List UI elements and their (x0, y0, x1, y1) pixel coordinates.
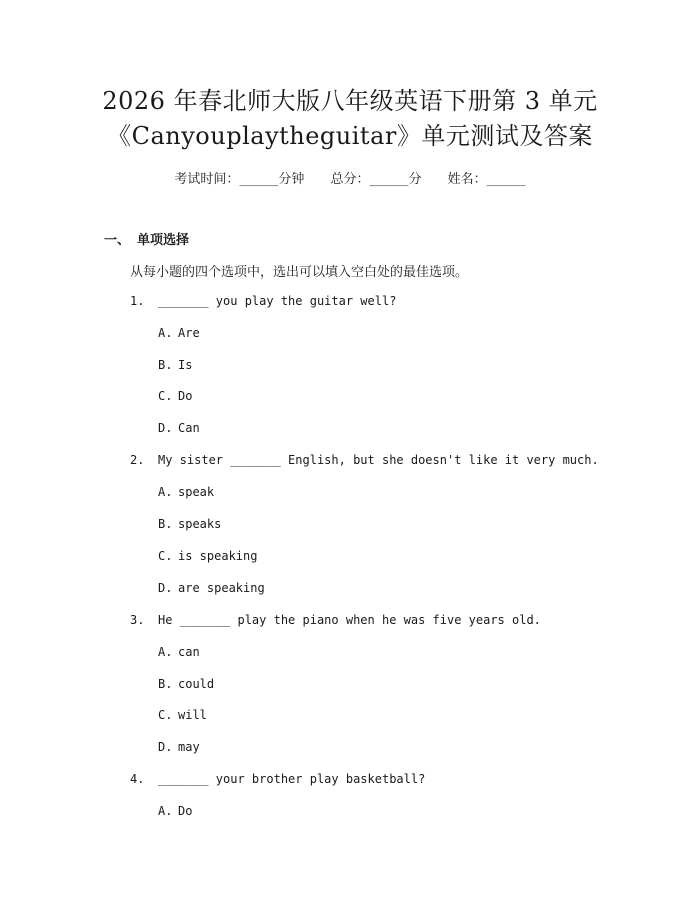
question-number: 4. (130, 772, 145, 786)
option-3c (158, 708, 207, 722)
option-1d (158, 421, 200, 435)
option-letter: C. (158, 389, 173, 403)
option-text: is speaking (178, 549, 258, 563)
document-title-line-1: 2026 年春北师大版八年级英语下册第 3 单元 (102, 87, 598, 115)
question-text: My sister _______ English, but she doesn't like it very much. (158, 453, 599, 467)
section-title: 单项选择 (137, 233, 190, 248)
option-letter: A. (158, 485, 173, 499)
option-1a (158, 326, 200, 340)
option-2a (158, 485, 214, 499)
option-letter: A. (158, 326, 173, 340)
option-letter: D. (158, 740, 173, 754)
option-letter: D. (158, 581, 173, 595)
section-number: 一、 (104, 233, 131, 248)
option-letter: B. (158, 517, 173, 531)
option-text: will (178, 708, 207, 722)
option-2b (158, 517, 221, 531)
option-text: Do (178, 389, 193, 403)
question-text: _______ your brother play basketball? (158, 772, 426, 786)
exam-time-field: 考试时间：______分钟 (174, 172, 305, 187)
option-2c (158, 549, 257, 563)
question-text: _______ you play the guitar well? (158, 294, 397, 308)
option-3b (158, 677, 214, 691)
student-name-field: 姓名：______ (447, 172, 526, 187)
option-letter: B. (158, 358, 173, 372)
question-text: He _______ play the piano when he was five years old. (158, 613, 541, 627)
option-text: can (178, 645, 200, 659)
question-number: 1. (130, 294, 145, 308)
option-letter: A. (158, 645, 173, 659)
total-score-field: 总分：______分 (330, 172, 422, 187)
question-number: 2. (130, 453, 145, 467)
option-1b (158, 358, 192, 372)
exam-info-line (0, 168, 700, 187)
option-1c (158, 389, 192, 403)
option-text: Are (178, 326, 200, 340)
option-2d (158, 581, 265, 595)
option-text: Do (178, 804, 193, 818)
option-text: are speaking (178, 581, 265, 595)
option-letter: C. (158, 708, 173, 722)
option-text: Can (178, 421, 200, 435)
option-text: Is (178, 358, 193, 372)
option-3d (158, 740, 200, 754)
option-text: speaks (178, 517, 222, 531)
option-letter: A. (158, 804, 173, 818)
document-title-line-2: 《Canyouplaytheguitar》单元测试及答案 (107, 122, 593, 150)
section-heading (104, 229, 189, 248)
option-letter: C. (158, 549, 173, 563)
option-text: may (178, 740, 200, 754)
option-letter: D. (158, 421, 173, 435)
section-instruction: 从每小题的四个选项中，选出可以填入空白处的最佳选项。 (130, 265, 469, 280)
option-3a (158, 645, 200, 659)
option-letter: B. (158, 677, 173, 691)
option-text: could (178, 677, 215, 691)
question-number: 3. (130, 613, 145, 627)
option-text: speak (178, 485, 215, 499)
option-4a (158, 804, 192, 818)
